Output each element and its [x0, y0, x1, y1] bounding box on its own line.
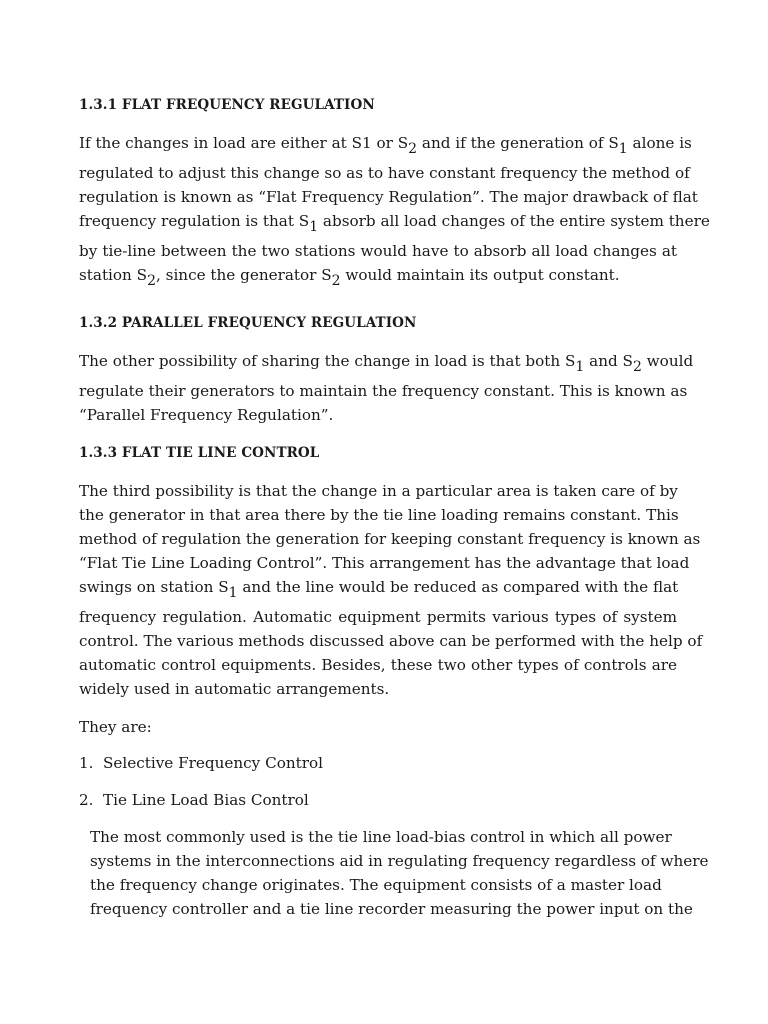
paragraph-line: the generator in that area there by the tie line loading remains constant. This: [79, 506, 679, 524]
list-item-selective-frequency-control: [79, 751, 323, 775]
section-paragraph-1-3-2: [79, 349, 694, 427]
paragraph-line: The third possibility is that the change in a particular area is taken care of by: [79, 482, 678, 500]
paragraph-line: “Flat Tie Line Loading Control”. This arrangement has the advantage that load: [79, 554, 690, 572]
list-item-number: 2.: [79, 791, 94, 809]
paragraph-line: regulated to adjust this change so as to have constant frequency the method of: [79, 164, 690, 182]
list-item-number: 1.: [79, 754, 94, 772]
paragraph-line: control. The various methods discussed above can be performed with the help of: [79, 632, 703, 650]
paragraph-line: If the changes in load are either at S1 or $S_2$ and if the generation of $S_1$ alone is: [79, 134, 692, 157]
paragraph-line: regulation is known as “Flat Frequency Regulation”. The major drawback of flat: [79, 188, 698, 206]
section-heading-1-3-2: 1.3.2 PARALLEL FREQUENCY REGULATION: [79, 315, 417, 331]
list-item-text: Selective Frequency Control: [103, 754, 323, 772]
paragraph-line: the frequency change originates. The equipment consists of a master load: [90, 876, 662, 894]
paragraph-line: The most commonly used is the tie line load-bias control in which all power: [90, 828, 672, 846]
paragraph-line: frequency regulation. Automatic equipment permits various types of system: [79, 608, 677, 626]
paragraph-line: by tie-line between the two stations would have to absorb all load changes at: [79, 242, 677, 260]
section-paragraph-1-3-1: [79, 131, 710, 289]
paragraph-line: frequency regulation is that $S_1$ absorb all load changes of the entire system there: [79, 212, 710, 235]
paragraph-line: widely used in automatic arrangements.: [79, 680, 390, 698]
closing-paragraph: [90, 825, 709, 921]
paragraph-line: systems in the interconnections aid in regulating frequency regardless of where: [90, 852, 709, 870]
section-paragraph-1-3-3: [79, 479, 703, 701]
paragraph-line: method of regulation the generation for keeping constant frequency is known as: [79, 530, 701, 548]
paragraph-line: station $S_2$, since the generator $S_2$ would maintain its output constant.: [79, 266, 620, 289]
section-heading-1-3-3: 1.3.3 FLAT TIE LINE CONTROL: [79, 445, 320, 461]
paragraph-line: frequency controller and a tie line recorder measuring the power input on the: [90, 900, 693, 918]
paragraph-line: regulate their generators to maintain the frequency constant. This is known as: [79, 382, 688, 400]
paragraph-line: swings on station $S_1$ and the line would be reduced as compared with the flat: [79, 578, 679, 601]
list-item-text: Tie Line Load Bias Control: [103, 791, 309, 809]
list-item-tie-line-load-bias-control: [79, 788, 309, 812]
paragraph-line: The other possibility of sharing the change in load is that both $S_1$ and $S_2$ would: [79, 352, 694, 375]
list-intro: They are:: [79, 718, 152, 736]
paragraph-line: “Parallel Frequency Regulation”.: [79, 406, 334, 424]
paragraph-line: automatic control equipments. Besides, these two other types of controls are: [79, 656, 677, 674]
section-heading-1-3-1: 1.3.1 FLAT FREQUENCY REGULATION: [79, 97, 375, 113]
